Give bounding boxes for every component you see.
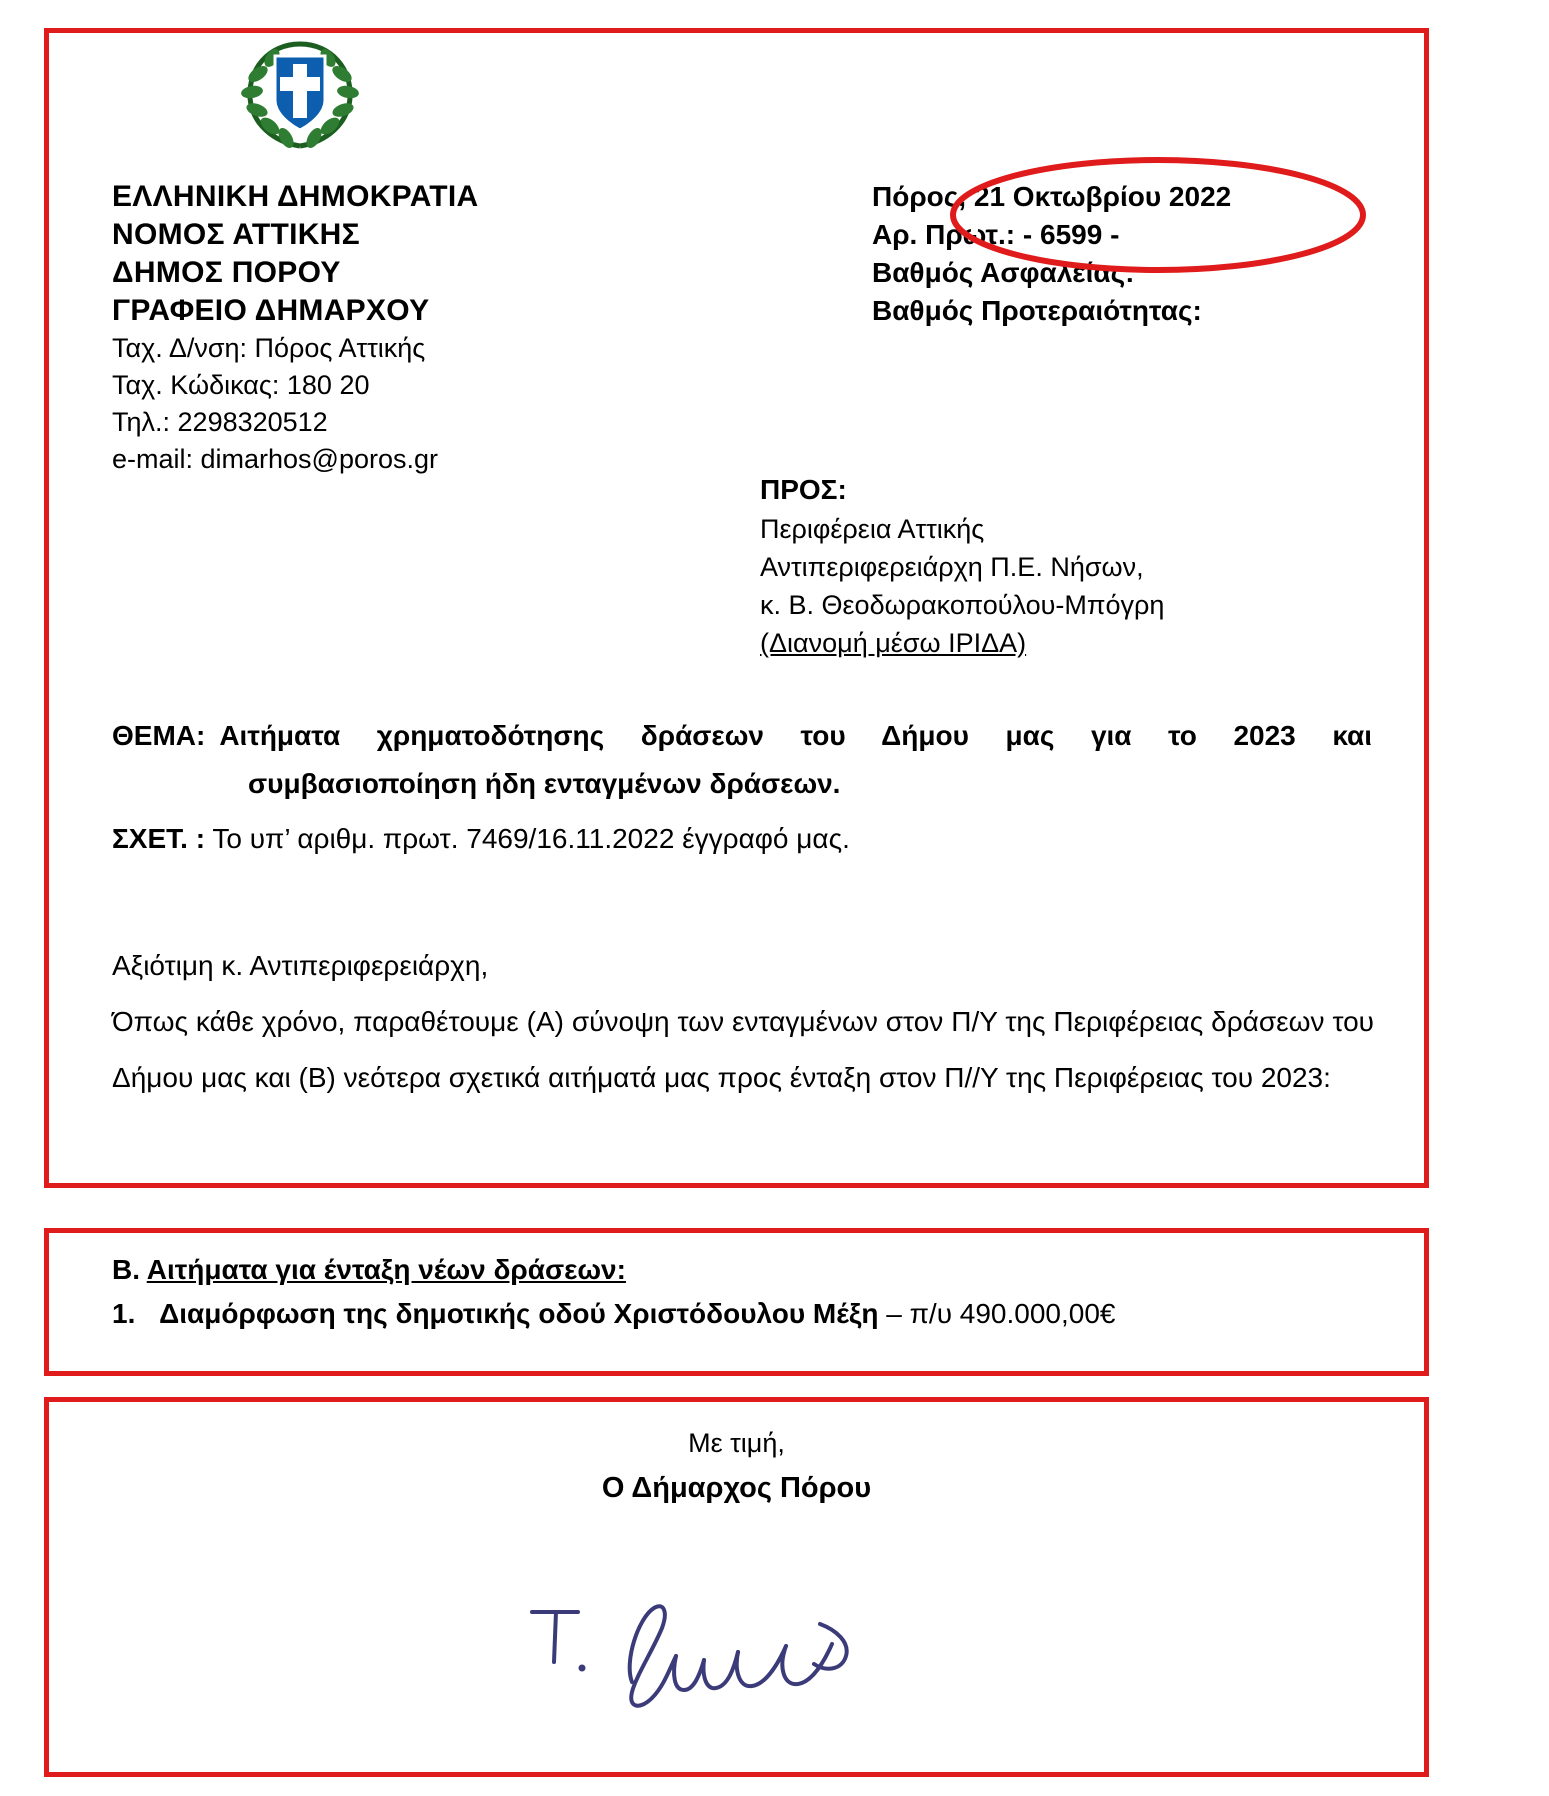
recipient-line: Αντιπεριφερειάρχη Π.Ε. Νήσων, bbox=[760, 552, 1144, 582]
reference-text: Το υπ’ αριθμ. πρωτ. 7469/16.11.2022 έγγραφό μας. bbox=[212, 823, 850, 854]
section-b-item-amount: – π/υ 490.000,00€ bbox=[886, 1298, 1116, 1329]
priority-level: Βαθμός Προτεραιότητας: bbox=[872, 295, 1202, 326]
signature-block bbox=[44, 1422, 1429, 1512]
recipient-label: ΠΡΟΣ: bbox=[760, 474, 847, 505]
sender-block bbox=[112, 178, 752, 478]
subject-label: ΘΕΜΑ: bbox=[112, 720, 206, 751]
recipient-block bbox=[760, 470, 1380, 662]
body-block bbox=[112, 938, 1374, 1106]
sender-postcode-line: Ταχ. Κώδικας: 180 20 bbox=[112, 370, 370, 400]
reference-label: ΣΧΕΤ. : bbox=[112, 823, 206, 854]
place-date: Πόρος, 21 Οκτωβρίου 2022 bbox=[872, 181, 1232, 212]
document-meta-block bbox=[872, 178, 1392, 330]
salutation: Αξιότιμη κ. Αντιπεριφερειάρχη, bbox=[112, 950, 489, 981]
section-b-prefix: Β. bbox=[112, 1254, 140, 1285]
section-b-block bbox=[112, 1248, 1372, 1336]
protocol-number: Αρ. Πρωτ.: - 6599 - bbox=[872, 219, 1120, 250]
sender-org-line: ΝΟΜΟΣ ΑΤΤΙΚΗΣ bbox=[112, 218, 360, 251]
closing-text: Με τιμή, bbox=[688, 1428, 785, 1458]
greek-coat-of-arms-icon bbox=[230, 30, 370, 155]
list-item bbox=[112, 1292, 1372, 1336]
sender-org-line: ΓΡΑΦΕΙΟ ΔΗΜΑΡΧΟΥ bbox=[112, 294, 430, 327]
recipient-delivery-note: (Διανομή μέσω ΙΡΙΔΑ) bbox=[760, 628, 1027, 658]
sender-address-line: Ταχ. Δ/νση: Πόρος Αττικής bbox=[112, 333, 426, 363]
handwritten-signature-icon bbox=[520, 1590, 880, 1730]
subject-block bbox=[112, 712, 1372, 808]
security-level: Βαθμός Ασφαλείας: bbox=[872, 257, 1135, 288]
reference-block bbox=[112, 818, 1372, 860]
sender-phone-line: Τηλ.: 2298320512 bbox=[112, 407, 328, 437]
sender-email-line: e-mail: dimarhos@poros.gr bbox=[112, 444, 439, 474]
section-b-item-name: Διαμόρφωση της δημοτικής οδού Χριστόδουλου Μέξη bbox=[159, 1298, 879, 1329]
sender-org-line: ΔΗΜΟΣ ΠΟΡΟΥ bbox=[112, 256, 341, 289]
recipient-line: κ. Β. Θεοδωρακοπούλου-Μπόγρη bbox=[760, 590, 1165, 620]
subject-text-line-2: συμβασιοποίηση ήδη ενταγμένων δράσεων. bbox=[248, 768, 841, 799]
recipient-line: Περιφέρεια Αττικής bbox=[760, 514, 985, 544]
sender-org-line: ΕΛΛΗΝΙΚΗ ΔΗΜΟΚΡΑΤΙΑ bbox=[112, 180, 479, 213]
body-paragraph: Όπως κάθε χρόνο, παραθέτουμε (Α) σύνοψη των ενταγμένων στον Π/Υ της Περιφέρειας δράσεων του Δήμου μας και (Β) νεότερα σχετικά αιτήματά μας προς ένταξη στον Π//Υ της Περιφέρειας του 2023: bbox=[112, 1006, 1374, 1093]
subject-text-line-1: Αιτήματα χρηματοδότησης δράσεων του Δήμου μας για το 2023 και bbox=[219, 720, 1372, 751]
section-b-title-text: Αιτήματα για ένταξη νέων δράσεων: bbox=[146, 1254, 626, 1285]
section-b-item-number: 1. bbox=[112, 1298, 136, 1329]
signer-title: Ο Δήμαρχος Πόρου bbox=[601, 1472, 872, 1504]
section-b-title bbox=[112, 1248, 1372, 1292]
